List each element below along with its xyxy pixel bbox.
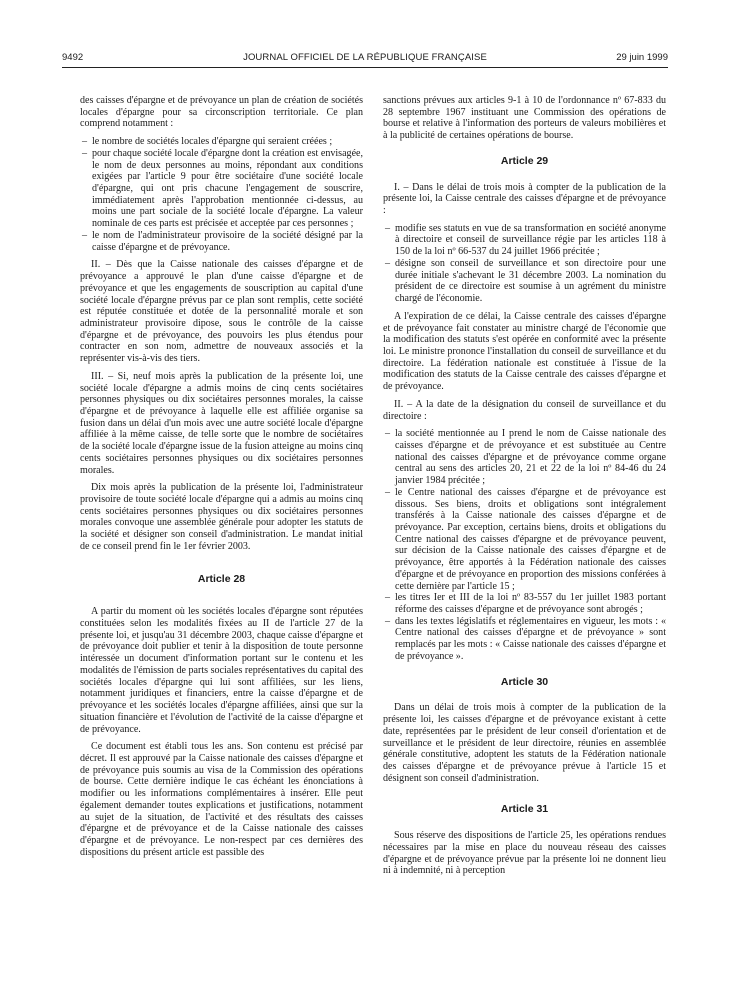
page-number: 9492 [62,52,84,63]
list-item: – les titres Ier et III de la loi nº 83-557 du 1er juillet 1983 portant réforme des caisses d'épargne et de prévoyance sont abrogés ; [383,592,666,615]
paragraph: I. – Dans le délai de trois mois à compter de la publication de la présente loi, la Caisse centrale des caisses d'épargne et de prévoyance : [383,181,666,217]
list-item: – la société mentionnée au I prend le nom de Caisse nationale des caisses d'épargne et de prévoyance et est substituée au Centre national des caisses d'épargne et de prévoyance comme organe central au sens des articles 20, 21 et 22 de la loi nº 84-46 du 24 janvier 1984 précitée ; [383,428,666,487]
page-header [62,52,668,66]
list-item: – le nombre de sociétés locales d'épargne qui seraient créées ; [80,136,363,148]
list-item: – dans les textes législatifs et réglementaires en vigueur, les mots : « Centre national des caisses d'épargne et de prévoyance » sont remplacés par les mots : « Caisse nationale des caisses d'épargne et de prévoyance ». [383,616,666,663]
paragraph: II. – A la date de la désignation du conseil de surveillance et du directoire : [383,398,666,422]
list-item: – le nom de l'administrateur provisoire de la société désigné par la caisse d'épargne et de prévoyance. [80,230,363,253]
paragraph: II. – Dès que la Caisse nationale des caisses d'épargne et de prévoyance a approuvé le plan d'une caisse d'épargne et de prévoyance et que les engagements de souscription au capital d'une société locale d'épargne prévus par ce plan sont remplis, cette société est réputée constituée et dotée de la personnalité morale et son administrateur provisoire dipose, sous le contrôle de la caisse d'épargne et de prévoyance, des pouvoirs les plus étendus pour contracter en son nom, admettre de nouveaux associés et la représenter vis-à-vis des tiers. [80,259,363,365]
article-29-list [383,223,666,305]
article-29-ii-list [383,428,666,662]
paragraph: des caisses d'épargne et de prévoyance un plan de création de sociétés locales d'épargne pour sa circonscription territoriale. Ce plan comprend notamment : [80,95,363,130]
paragraph: Ce document est établi tous les ans. Son contenu est précisé par décret. Il est approuvé par la Caisse nationale des caisses d'épargne et de prévoyance puis soumis au visa de la Commission des opérations de bourse. Cette dernière indique le cas échéant les énonciations à modifier ou les informations complémentaires à insérer. Elle peut également demander toutes explications et justifications, notamment au sujet de la situation, de l'activité et des résultats des caisses d'épargne et de prévoyance et de la Caisse nationale des caisses d'épargne et de prévoyance. Le non-respect par ces dernières des dispositions du présent article est passible des [80,741,363,858]
paragraph: sanctions prévues aux articles 9-1 à 10 de l'ordonnance nº 67-833 du 28 septembre 1967 instituant une Commission des opérations de bourse et relative à l'information des porteurs de valeurs mobilières et à la publicité de certaines opérations de bourse. [383,95,666,142]
list-item: – modifie ses statuts en vue de sa transformation en société anonyme à directoire et conseil de surveillance régie par les articles 118 à 150 de la loi nº 66-537 du 24 juillet 1966 précitée ; [383,223,666,258]
plan-contents-list [80,136,363,253]
right-column [383,95,666,883]
publication-date: 29 juin 1999 [616,52,668,63]
list-item: – le Centre national des caisses d'épargne et de prévoyance est dissous. Ses biens, droits et obligations sont intégralement transférés à la Caisse nationale des caisses d'épargne et de prévoyance. Par exception, certains biens, droits et obligations du Centre national des caisses d'épargne et de prévoyance peuvent, sur décision de la Caisse nationale des caisses d'épargne et de prévoyance, être apportés à la Fédération nationale des caisses d'épargne et de prévoyance en proportion des missions conférées à cette dernière par l'article 15 ; [383,487,666,592]
header-rule [62,67,668,68]
article-29-heading: Article 29 [500,154,549,167]
article-28-heading: Article 28 [197,572,246,585]
left-column [80,95,363,864]
paragraph: A partir du moment où les sociétés locales d'épargne sont réputées constituées selon les modalités fixées au II de l'article 27 de la présente loi, et jusqu'au 31 décembre 2003, chaque caisse d'épargne et de prévoyance doit publier et tenir à la disposition de toute personne intéressée un document d'information portant sur le contenu et les modalités de l'émission de parts sociales représentatives du capital des sociétés locales d'épargne qui lui sont affiliées, sur les liens, notamment juridiques et financiers, entre la caisse d'épargne et de prévoyance et les sociétés locales d'épargne affiliées, ainsi que sur la situation financière et l'évolution de l'activité de la caisse d'épargne et de prévoyance. [80,606,363,735]
list-item: – désigne son conseil de surveillance et son directoire pour une durée initiale s'achevant le 31 décembre 2003. La nomination du président de ce directoire est soumise à un agrément du ministre chargé de l'économie. [383,258,666,305]
paragraph: Dans un délai de trois mois à compter de la publication de la présente loi, les caisses d'épargne et de prévoyance existant à cette date, représentées par le président de leur conseil d'orientation et de surveillance et le président de leur directoire, réunies en assemblée générale constitutive, adoptent les statuts de la Fédération nationale des caisses d'épargne et de prévoyance prévue à l'article 15 et désignent son conseil d'administration. [383,702,666,784]
list-item: – pour chaque société locale d'épargne dont la création est envisagée, le nom de deux personnes au moins, répondant aux conditions exigées par l'article 9 pour être sociétaire d'une société locale d'épargne, qui ont pris chacune l'engagement de souscrire, immédiatement après l'approbation mentionnée ci-dessus, au moins une part sociale de la société locale d'épargne. La valeur nominale de ces parts est précisée et acceptée par ces personnes ; [80,148,363,230]
paragraph: A l'expiration de ce délai, la Caisse centrale des caisses d'épargne et de prévoyance fait constater au ministre chargé de l'économie que la modification des statuts s'est opérée en conformité avec la présente loi. Le ministre prononce l'installation du conseil de surveillance et du directoire. La fédération nationale est constituée à l'issue de la modification des statuts de la Caisse centrale des caisses d'épargne et de prévoyance. [383,310,666,393]
article-30-heading: Article 30 [500,675,549,688]
paragraph: Dix mois après la publication de la présente loi, l'administrateur provisoire de toute société locale d'épargne qui a admis au moins cinq cents sociétaires personnes physiques ou dix sociétaires personnes morales convoque une assemblée générale pour adopter les statuts de la société et désigner son conseil d'administration. Le mandat initial de ce conseil prend fin le 1er février 2003. [80,482,363,552]
journal-title: JOURNAL OFFICIEL DE LA RÉPUBLIQUE FRANÇAISE [243,52,487,63]
paragraph: Sous réserve des dispositions de l'article 25, les opérations rendues nécessaires par la mise en place du nouveau réseau des caisses d'épargne et de prévoyance prévue par la présente loi ne donnent lieu ni à indemnité, ni à perception [383,830,666,877]
article-31-heading: Article 31 [500,803,549,816]
paragraph: III. – Si, neuf mois après la publication de la présente loi, une société locale d'épargne a admis moins de cinq cents sociétaires personnes physiques ou dix sociétaires personnes morales, la caisse d'épargne et de prévoyance à laquelle elle est affiliée organise sa fusion dans un délai d'un mois avec une autre société locale d'épargne affiliée à la même caisse, de telle sorte que le nombre de sociétaires de la société locale d'épargne issue de la fusion atteigne au moins cinq cents sociétaires personnes physiques ou dix sociétaires personnes morales. [80,370,363,476]
